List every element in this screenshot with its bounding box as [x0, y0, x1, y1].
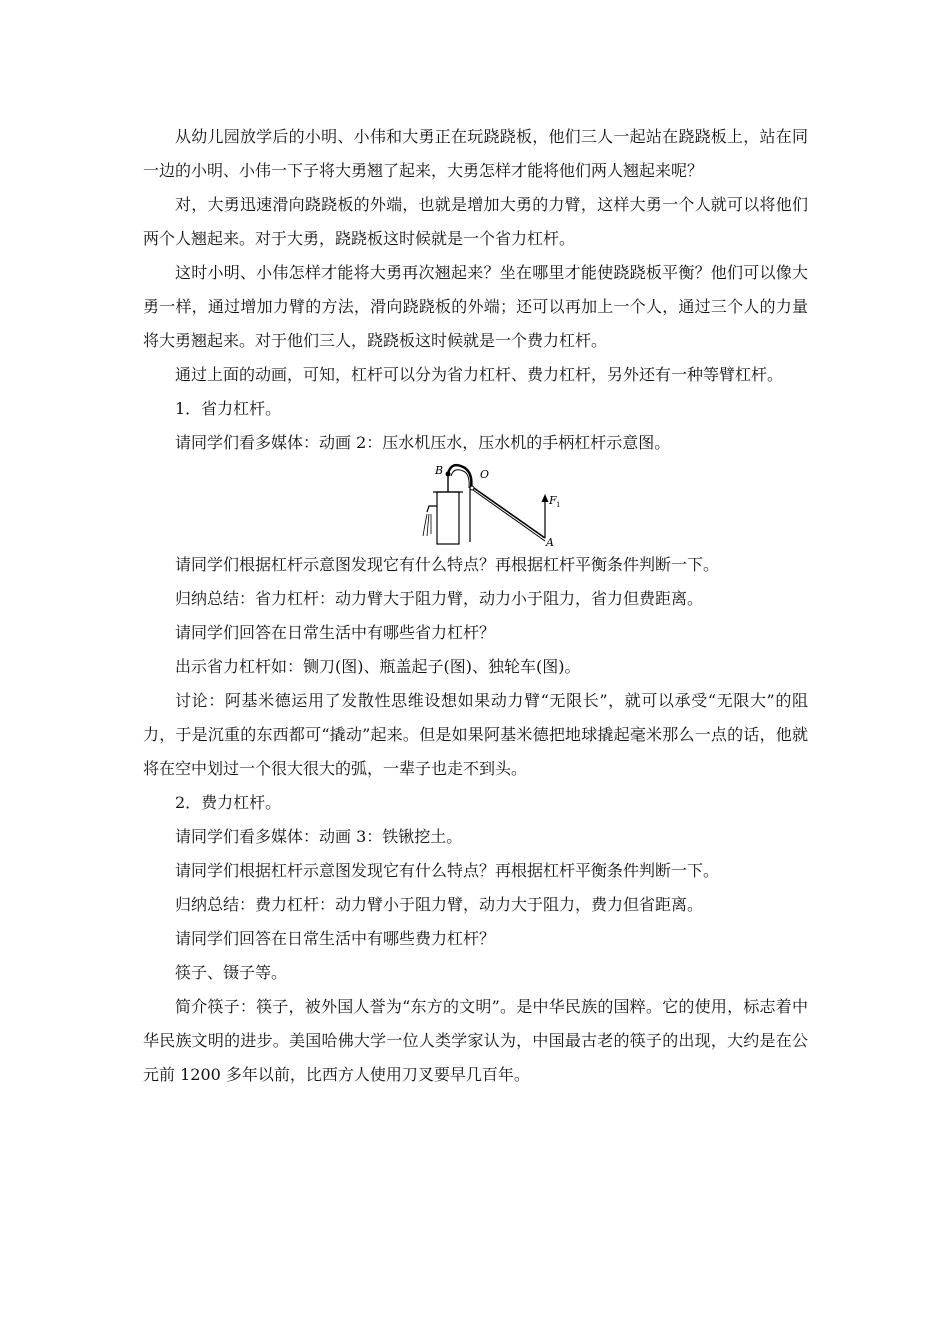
label-o: O: [480, 468, 490, 481]
label-f: F: [549, 494, 557, 507]
handle-arch-inner: [451, 470, 469, 488]
water-stream: [427, 514, 429, 536]
paragraph: 请同学们根据杠杆示意图发现它有什么特点？再根据杠杆平衡条件判断一下。: [175, 555, 720, 574]
paragraph: 简介筷子：筷子，被外国人誉为“东方的文明”。是中华民族的国粹。它的使用，标志着中华民族文明的进步。美国哈佛大学一位人类学家认为，中国最古老的筷子的出现，大约是在公元前 1200 多年以前，比西方人使用刀叉要早几百年。: [143, 997, 808, 1084]
lever-arm-edge: [473, 490, 545, 541]
paragraph: 请同学们根据杠杆示意图发现它有什么特点？再根据杠杆平衡条件判断一下。: [175, 861, 720, 880]
pump-cylinder: [437, 492, 459, 544]
paragraph: 请同学们看多媒体：动画 2：压水机压水，压水机的手柄杠杆示意图。: [175, 433, 671, 452]
label-f-subscript: 1: [556, 501, 561, 509]
lever-arm: [471, 486, 545, 538]
paragraph: 归纳总结：省力杠杆：动力臂大于阻力臂，动力小于阻力，省力但费距离。: [175, 589, 704, 608]
label-a: A: [546, 536, 554, 546]
paragraph: 请同学们看多媒体：动画 3：铁锹挖土。: [175, 827, 463, 846]
paragraph: 请同学们回答在日常生活中有哪些费力杠杆？: [175, 929, 496, 948]
paragraph: 归纳总结：费力杠杆：动力臂小于阻力臂，动力大于阻力，费力但省距离。: [175, 895, 704, 914]
paragraph: 从幼儿园放学后的小明、小伟和大勇正在玩跷跷板，他们三人一起站在跷跷板上，站在同一边的小明、小伟一下子将大勇翘了起来，大勇怎样才能将他们两人翘起来呢？: [143, 127, 808, 180]
force-arrow-head: [542, 494, 549, 502]
water-stream: [423, 514, 427, 536]
section-heading: 2．费力杠杆。: [175, 793, 282, 812]
label-b: B: [435, 464, 444, 477]
paragraph: 通过上面的动画，可知，杠杆可以分为省力杠杆、费力杠杆，另外还有一种等臂杠杆。: [175, 365, 784, 384]
paragraph: 对，大勇迅速滑向跷跷板的外端，也就是增加大勇的力臂，这样大勇一个人就可以将他们两个人翘起来。对于大勇，跷跷板这时候就是一个省力杠杆。: [143, 195, 808, 248]
paragraph: 请同学们回答在日常生活中有哪些省力杠杆？: [175, 623, 496, 642]
paragraph: 讨论：阿基米德运用了发散性思维设想如果动力臂“无限长”，就可以承受“无限大”的阻力，于是沉重的东西都可“撬动”起来。但是如果阿基米德把地球撬起毫米那么一点的话，他就将在空中划过一个很大很大的弧，一辈子也走不到头。: [143, 691, 808, 778]
pump-lever-svg: [411, 462, 561, 546]
paragraph: 筷子、镊子等。: [175, 963, 288, 982]
paragraph: 这时小明、小伟怎样才能将大勇再次翘起来？坐在哪里才能使跷跷板平衡？他们可以像大勇一样，通过增加力臂的方法，滑向跷跷板的外端；还可以再加上一个人，通过三个人的力量将大勇翘起来。对于他们三人，跷跷板这时候就是一个费力杠杆。: [143, 263, 808, 350]
pump-spout: [427, 506, 437, 512]
section-heading: 1．省力杠杆。: [175, 399, 282, 418]
paragraph: 出示省力杠杆如：铡刀(图)、瓶盖起子(图)、独轮车(图)。: [175, 657, 581, 676]
pivot-o: [470, 486, 474, 490]
document-body: [143, 120, 808, 1092]
pump-lever-diagram: [143, 462, 808, 546]
